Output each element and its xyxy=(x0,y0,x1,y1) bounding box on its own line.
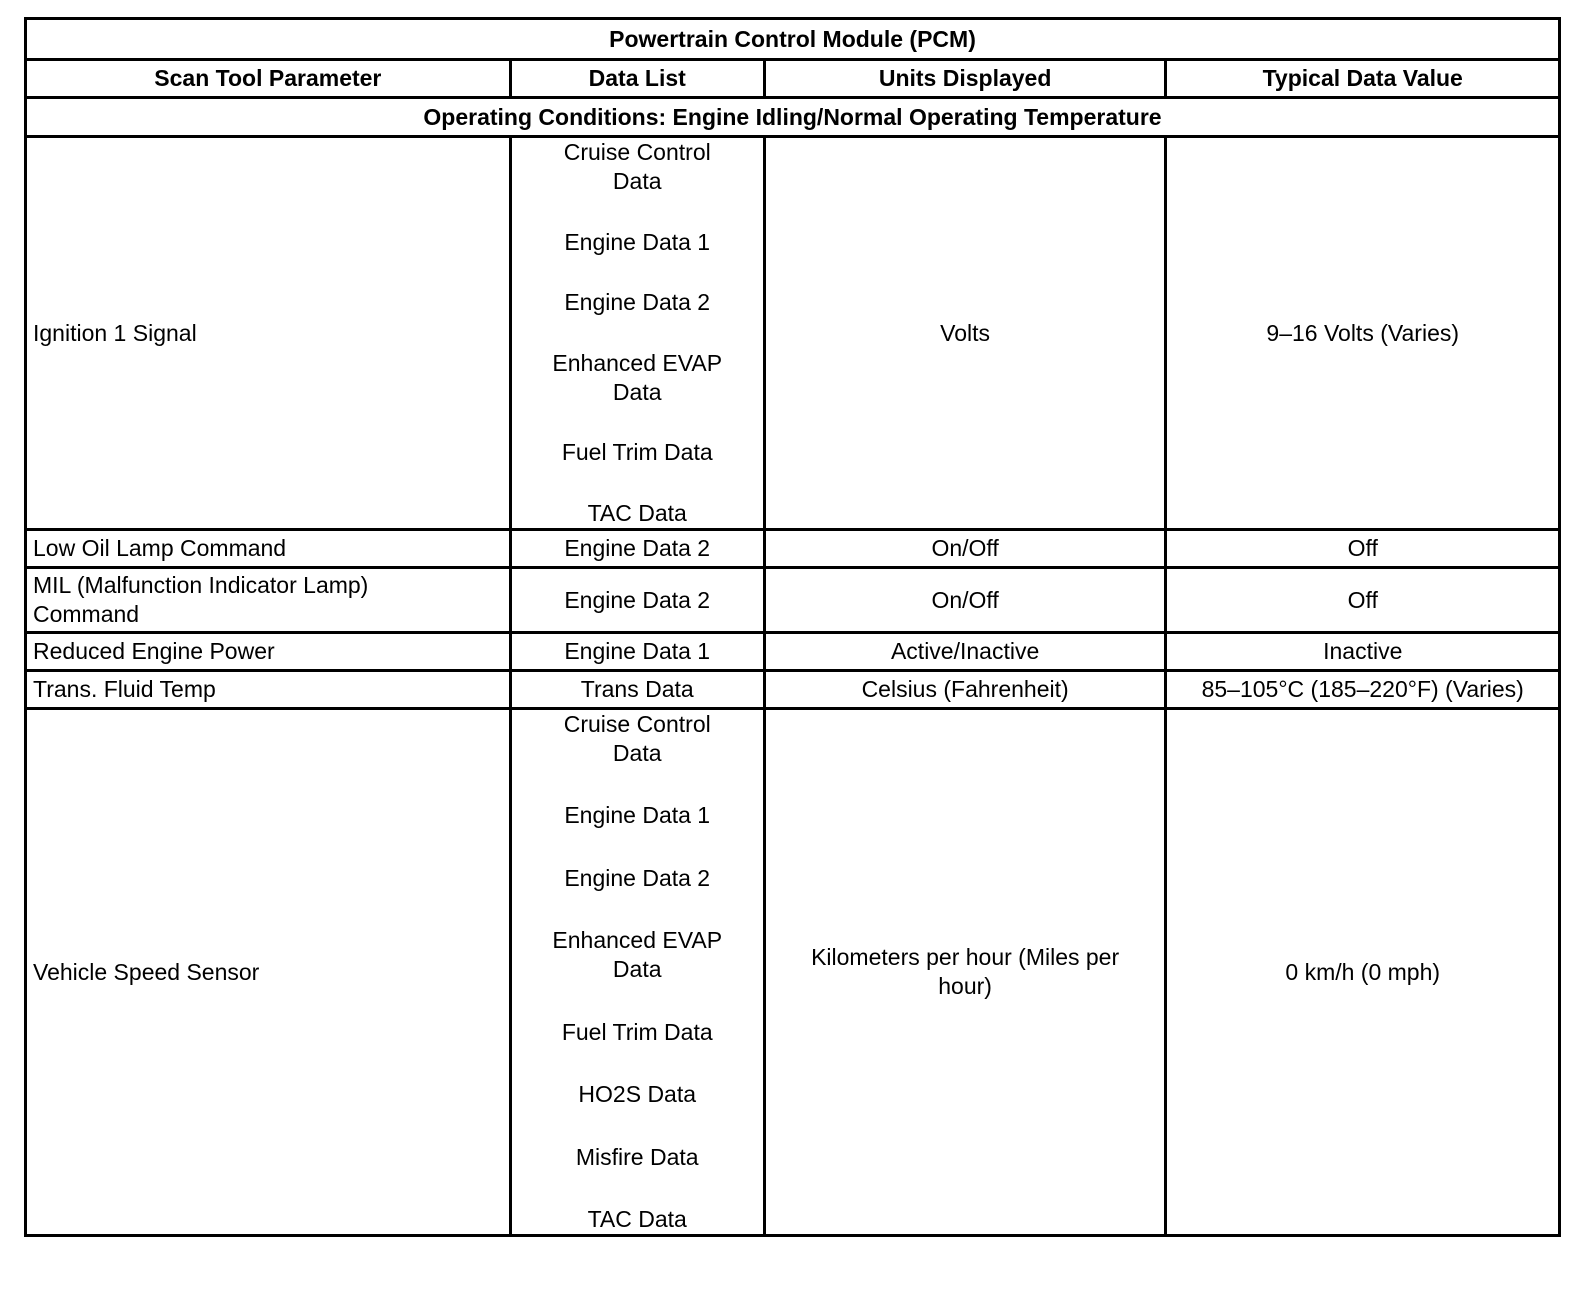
operating-conditions-row xyxy=(26,98,1560,137)
data-list-item: Engine Data 2 xyxy=(564,289,711,316)
scan-tool-parameter-cell: Reduced Engine Power xyxy=(26,633,511,671)
data-list-cell xyxy=(510,137,764,530)
data-list-item: Cruise Control Data xyxy=(563,711,711,766)
column-header-data-list: Data List xyxy=(510,60,764,98)
data-list-item: Enhanced EVAP Data xyxy=(552,927,723,983)
units-displayed-cell: Celsius (Fahrenheit) xyxy=(764,671,1166,709)
table-row xyxy=(26,137,1560,530)
scan-tool-parameter-cell: Vehicle Speed Sensor xyxy=(26,709,511,1236)
data-list-item: Enhanced EVAP Data xyxy=(552,349,723,405)
data-list-item: Fuel Trim Data xyxy=(561,439,713,466)
scan-tool-parameter-cell: Ignition 1 Signal xyxy=(26,137,511,530)
data-list-cell: Trans Data xyxy=(510,671,764,709)
units-displayed-cell: On/Off xyxy=(764,568,1166,633)
units-displayed-cell: Active/Inactive xyxy=(764,633,1166,671)
typical-data-value-cell: Off xyxy=(1166,530,1560,568)
units-displayed-cell: On/Off xyxy=(764,530,1166,568)
data-list-cell: Engine Data 2 xyxy=(510,568,764,633)
column-header-units-displayed: Units Displayed xyxy=(764,60,1166,98)
data-list-item: TAC Data xyxy=(587,499,687,526)
operating-conditions: Operating Conditions: Engine Idling/Normal Operating Temperature xyxy=(26,98,1560,137)
data-list-items xyxy=(518,138,757,528)
units-displayed-cell: Volts xyxy=(764,137,1166,530)
data-list-item: Engine Data 2 xyxy=(564,864,711,891)
data-list-item: Cruise Control Data xyxy=(563,139,711,194)
table-row xyxy=(26,709,1560,1236)
table-row xyxy=(26,633,1560,671)
title-row xyxy=(26,19,1560,60)
column-header-typical-data-value: Typical Data Value xyxy=(1166,60,1560,98)
typical-data-value-cell: 85–105°C (185–220°F) (Varies) xyxy=(1166,671,1560,709)
data-list-item: Engine Data 1 xyxy=(564,228,711,255)
data-list-items xyxy=(518,710,757,1234)
data-list-cell xyxy=(510,709,764,1236)
data-list-item: Fuel Trim Data xyxy=(561,1018,713,1045)
header-row xyxy=(26,60,1560,98)
table-row xyxy=(26,568,1560,633)
column-header-scan-tool-parameter: Scan Tool Parameter xyxy=(26,60,511,98)
typical-data-value-cell: Inactive xyxy=(1166,633,1560,671)
pcm-data-table xyxy=(24,17,1561,1237)
data-list-item: Engine Data 1 xyxy=(564,802,711,829)
data-list-cell: Engine Data 1 xyxy=(510,633,764,671)
table-row xyxy=(26,671,1560,709)
data-list-item: HO2S Data xyxy=(578,1081,697,1108)
scan-tool-parameter-cell: Low Oil Lamp Command xyxy=(26,530,511,568)
scan-tool-parameter-cell: MIL (Malfunction Indicator Lamp) Command xyxy=(26,568,511,633)
table-title: Powertrain Control Module (PCM) xyxy=(26,19,1560,60)
data-list-cell: Engine Data 2 xyxy=(510,530,764,568)
typical-data-value-cell: 9–16 Volts (Varies) xyxy=(1166,137,1560,530)
data-list-item: TAC Data xyxy=(587,1205,687,1232)
typical-data-value-cell: 0 km/h (0 mph) xyxy=(1166,709,1560,1236)
units-displayed-cell: Kilometers per hour (Miles per hour) xyxy=(764,709,1166,1236)
scan-tool-parameter-cell: Trans. Fluid Temp xyxy=(26,671,511,709)
data-list-item: Misfire Data xyxy=(575,1143,699,1170)
table-row xyxy=(26,530,1560,568)
typical-data-value-cell: Off xyxy=(1166,568,1560,633)
